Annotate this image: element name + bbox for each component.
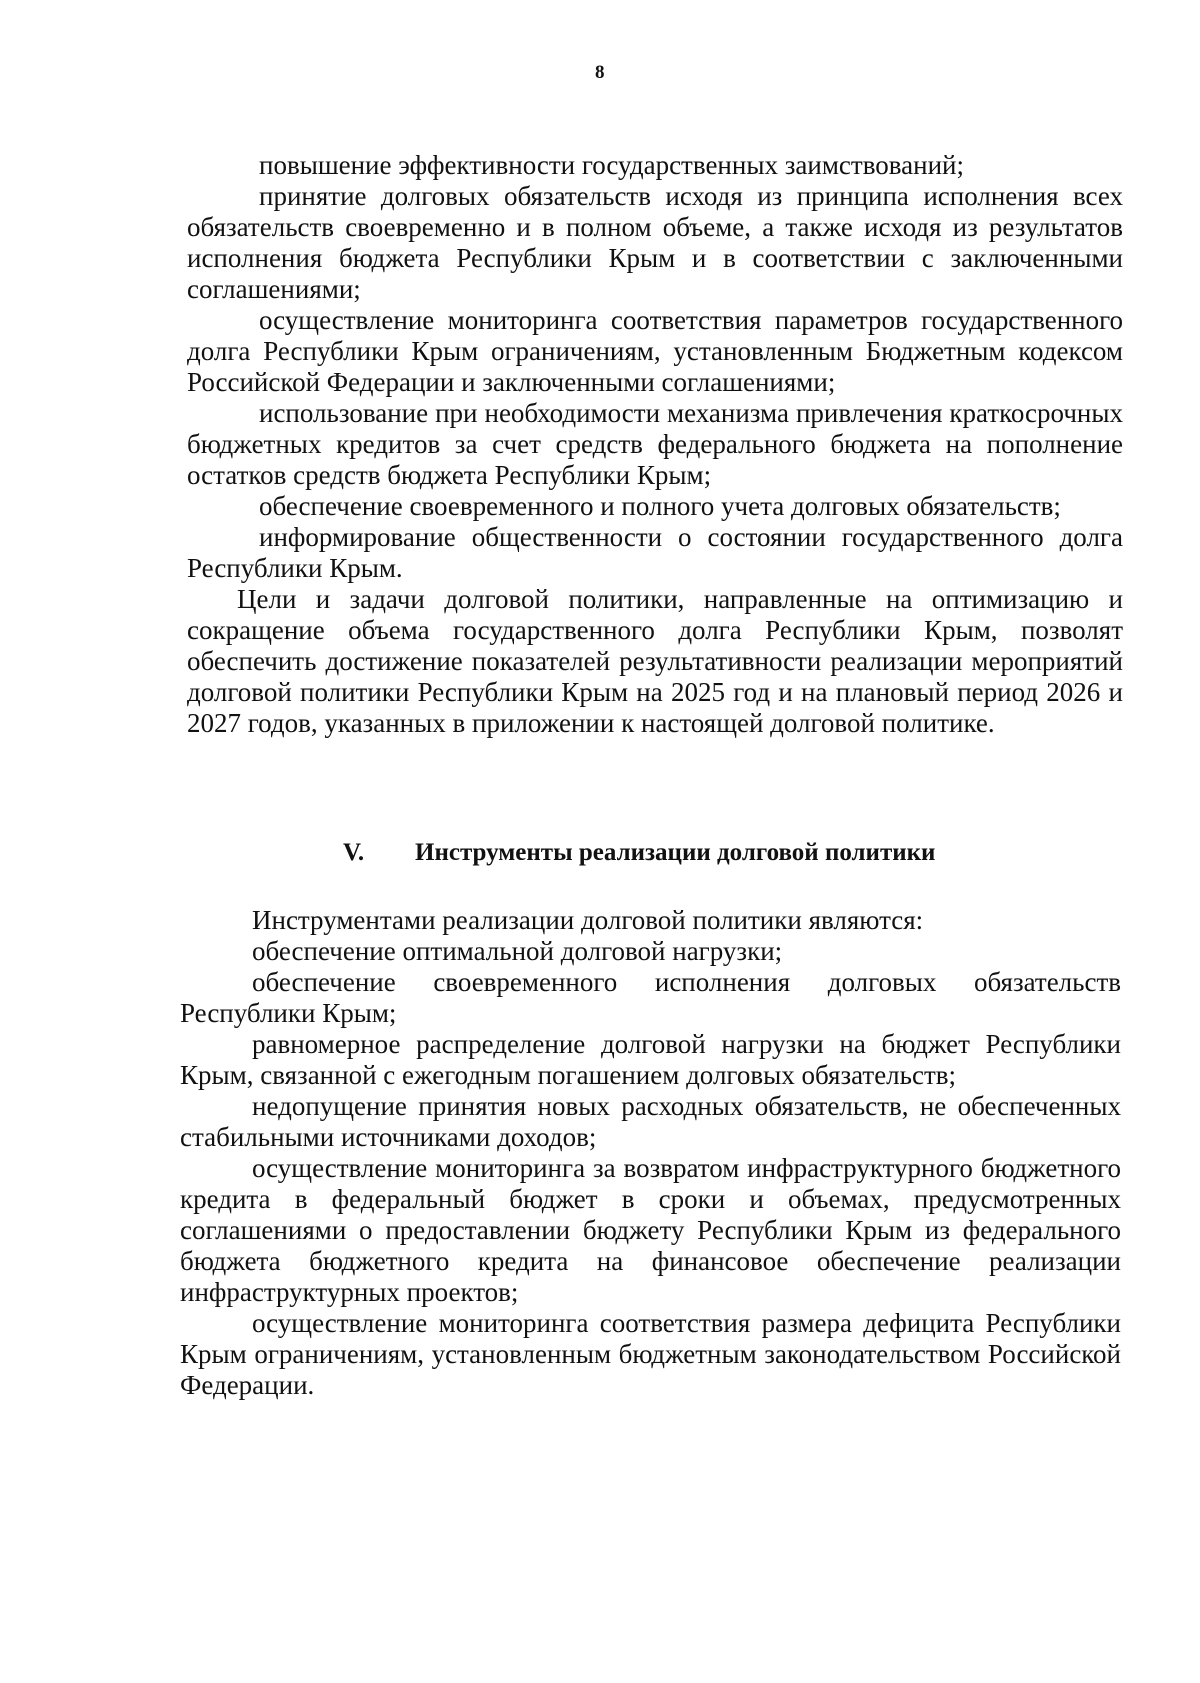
paragraph-no-unfunded-obligations: недопущение принятия новых расходных обязательств, не обеспеченных стабильными источниками доходов; [180, 1091, 1121, 1152]
paragraph-deficit-monitoring: осуществление мониторинга соответствия размера дефицита Республики Крым ограничениям, установленным бюджетным законодательством Российской Федерации. [180, 1308, 1121, 1400]
paragraph-borrowing-efficiency: повышение эффективности государственных заимствований; [259, 150, 964, 180]
paragraph-timely-execution: обеспечение своевременного исполнения долговых обязательств Республики Крым; [180, 967, 1121, 1028]
paragraph-public-informing: информирование общественности о состоянии государственного долга Республики Крым. [187, 522, 1123, 583]
paragraph-infrastructure-credit-monitoring: осуществление мониторинга за возвратом инфраструктурного бюджетного кредита в федеральный бюджет в сроки и объемах, предусмотренных соглашениями о предоставлении бюджету Республики Крым из федерального бюджета бюджетного кредита на финансовое обеспечение реализации инфраструктурных проектов; [180, 1153, 1121, 1307]
section-heading-number: V. [343, 839, 365, 866]
paragraph-short-term-credits: использование при необходимости механизма привлечения краткосрочных бюджетных кредитов за счет средств федерального бюджета на пополнение остатков средств бюджета Республики Крым; [187, 398, 1123, 490]
paragraph-instruments-intro: Инструментами реализации долговой политики являются: [252, 905, 924, 935]
paragraph-debt-accounting: обеспечение своевременного и полного учета долговых обязательств; [259, 491, 1061, 521]
section-heading-title: Инструменты реализации долговой политики [415, 839, 936, 866]
paragraph-optimal-debt-load: обеспечение оптимальной долговой нагрузки; [252, 936, 783, 966]
paragraph-even-distribution: равномерное распределение долговой нагрузки на бюджет Республики Крым, связанной с ежегодным погашением долговых обязательств; [180, 1029, 1121, 1090]
paragraph-debt-parameters-monitoring: осуществление мониторинга соответствия параметров государственного долга Республики Крым ограничениям, установленным Бюджетным кодексом Российской Федерации и заключенными соглашениями; [187, 305, 1123, 397]
section-continuation-text [187, 150, 1123, 739]
paragraph-debt-obligations-acceptance: принятие долговых обязательств исходя из принципа исполнения всех обязательств своевременно и в полном объеме, а также исходя из результатов исполнения бюджета Республики Крым и в соответствии с заключенными соглашениями; [187, 181, 1123, 304]
paragraph-goals-summary: Цели и задачи долговой политики, направленные на оптимизацию и сокращение объема государственного долга Республики Крым, позволят обеспечить достижение показателей результативности реализации мероприятий долговой политики Республики Крым на 2025 год и на плановый период 2026 и 2027 годов, указанных в приложении к настоящей долговой политике. [187, 584, 1123, 738]
section-instruments-text [180, 905, 1121, 1401]
section-heading [343, 839, 935, 867]
page-number: 8 [595, 62, 605, 83]
